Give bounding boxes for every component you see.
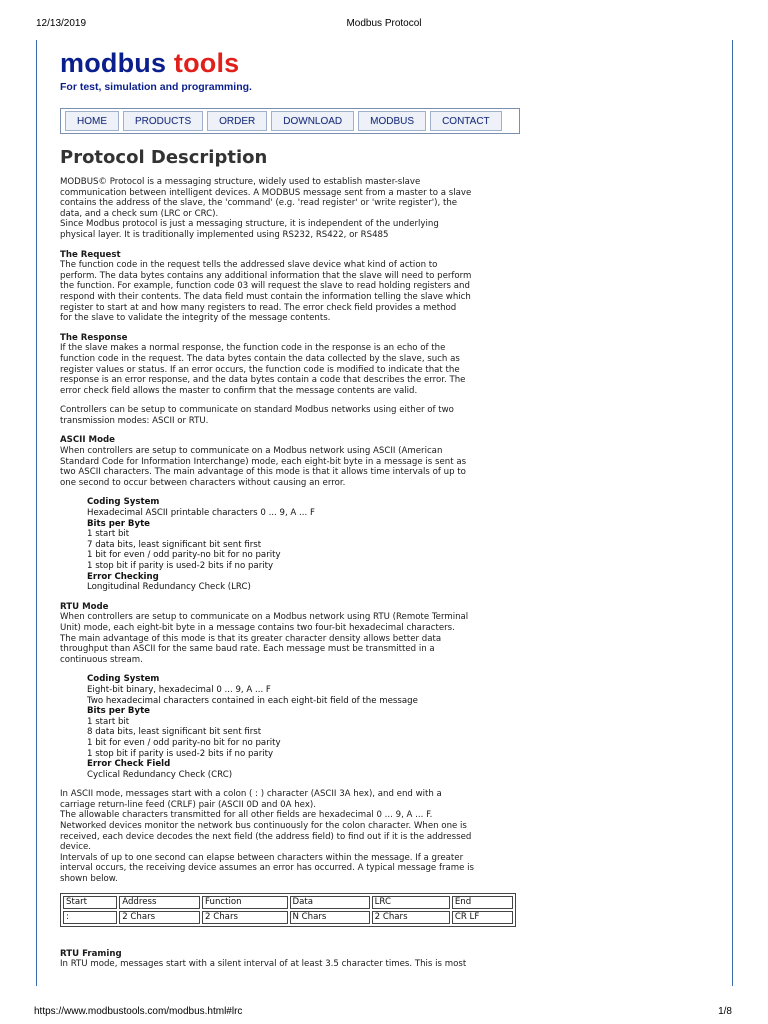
text-line: In ASCII mode, messages start with a colon ( : ) character (ASCII 3A hex), and end with a <box>60 789 442 800</box>
spec-line: 1 start bit <box>87 716 130 727</box>
text-line: received, each device decodes the next field (the address field) to find out if it is the addressed <box>60 831 472 842</box>
table-cell: Start <box>63 896 117 909</box>
text-line: The function code in the request tells the addressed slave device what kind of action to <box>60 260 438 271</box>
spec-heading: Coding System <box>87 497 160 508</box>
section-heading: RTU Mode <box>60 601 109 612</box>
text-line: respond with their contents. The data field must contain the information telling the slave which <box>60 291 471 302</box>
text-line: perform. The data bytes contains any additional information that the slave will need to perform <box>60 270 472 281</box>
text-line: In RTU mode, messages start with a silent interval of at least 3.5 character times. This is most <box>60 959 467 970</box>
spec-line: Hexadecimal ASCII printable characters 0 ... 9, A ... F <box>87 508 315 519</box>
table-cell: Data <box>290 896 370 909</box>
spec-line: 1 bit for even / odd parity-no bit for no parity <box>87 737 281 748</box>
text-line: continuous stream. <box>60 654 143 665</box>
text-line: throughput than ASCII for the same baud rate. Each message must be transmitted in a <box>60 644 435 655</box>
nav-modbus[interactable]: MODBUS <box>358 111 426 131</box>
text-line: When controllers are setup to communicate on a Modbus network using RTU (Remote Terminal <box>60 612 469 623</box>
text-line: If the slave makes a normal response, the function code in the response is an echo of the <box>60 343 446 354</box>
text-line: the function. For example, function code 03 will request the slave to read holding registers and <box>60 281 470 292</box>
ascii-spec-block <box>60 497 522 592</box>
text-line: two ASCII characters. The main advantage of this mode is that it allows time intervals of up to <box>60 467 466 478</box>
text-line: MODBUS© Protocol is a messaging structure, widely used to establish master-slave <box>60 177 421 187</box>
spec-line: Cyclical Redundancy Check (CRC) <box>87 769 233 780</box>
spec-heading: Error Check Field <box>87 759 171 770</box>
text-line: Controllers can be setup to communicate on standard Modbus networks using either of two <box>60 405 454 416</box>
text-line: Networked devices monitor the network bus continuously for the colon character. When one is <box>60 821 467 832</box>
text-line: Standard Code for Information Interchange) mode, each eight-bit byte in a message is sent as <box>60 456 467 467</box>
print-url: https://www.modbustools.com/modbus.html#lrc <box>34 1006 243 1017</box>
ascii-section <box>60 435 522 592</box>
print-title: Modbus Protocol <box>346 18 422 29</box>
spec-heading: Bits per Byte <box>87 518 151 529</box>
text-line: The allowable characters transmitted for all other fields are hexadecimal 0 ... 9, A ... F. <box>60 810 433 821</box>
table-cell: End <box>452 896 513 909</box>
text-line: When controllers are setup to communicate on a Modbus network using ASCII (American <box>60 446 443 457</box>
nav-download[interactable]: DOWNLOAD <box>271 111 354 131</box>
spec-line: 8 data bits, least significant bit sent first <box>87 727 262 738</box>
text-line: function code in the request. The data bytes contain the data collected by the slave, such as <box>60 353 460 364</box>
spec-heading: Bits per Byte <box>87 706 151 717</box>
intro-paragraph <box>60 177 522 241</box>
text-line: register values or status. If an error occurs, the function code is modified to indicate that the <box>60 364 460 375</box>
table-cell: LRC <box>372 896 450 909</box>
logo-text-modbus: modbus <box>60 48 167 78</box>
rtu-section <box>60 602 522 781</box>
table-cell: 2 Chars <box>119 911 200 924</box>
text-line: shown below. <box>60 874 118 885</box>
spec-heading: Coding System <box>87 674 160 685</box>
text-line: Since Modbus protocol is just a messaging structure, it is independent of the underlying <box>60 219 439 230</box>
section-heading: The Response <box>60 332 128 343</box>
text-line: physical layer. It is traditionally implemented using RS232, RS422, or RS485 <box>60 229 389 240</box>
controllers-paragraph <box>60 405 522 426</box>
text-line: error check field allows the master to confirm that the message contents are valid. <box>60 385 418 396</box>
nav-contact[interactable]: CONTACT <box>430 111 502 131</box>
nav-bar <box>60 108 520 134</box>
print-date: 12/13/2019 <box>36 18 87 29</box>
text-line: response is an error response, and the data bytes contain a code that describes the error. The <box>60 375 466 386</box>
table-cell: : <box>63 911 117 924</box>
site-logo[interactable] <box>60 46 522 80</box>
text-line: for the slave to validate the integrity of the message contents. <box>60 313 331 324</box>
text-line: data, and a check sum (LRC or CRC). <box>60 208 219 219</box>
text-line: transmission modes: ASCII or RTU. <box>60 415 209 426</box>
page-title: Protocol Description <box>60 147 268 168</box>
spec-line: Longitudinal Redundancy Check (LRC) <box>87 582 251 593</box>
section-heading: ASCII Mode <box>60 435 115 446</box>
text-line: carriage return-line feed (CRLF) pair (ASCII 0D and 0A hex). <box>60 799 316 810</box>
print-page-number: 1/8 <box>718 1006 732 1017</box>
rtu-framing-section <box>60 949 522 970</box>
main-content <box>60 46 522 970</box>
text-line: Intervals of up to one second can elapse between characters within the message. If a greater <box>60 852 464 863</box>
text-line: contains the address of the slave, the 'command' (e.g. 'read register' or 'write register'), the <box>60 198 458 209</box>
table-cell: 2 Chars <box>372 911 450 924</box>
text-line: interval occurs, the receiving device assumes an error has occurred. A typical message frame is <box>60 863 475 874</box>
table-cell: Function <box>202 896 287 909</box>
response-section <box>60 333 522 397</box>
text-line: one second to occur between characters without causing an error. <box>60 477 346 488</box>
tagline: For test, simulation and programming. <box>60 81 252 93</box>
spec-line: 7 data bits, least significant bit sent first <box>87 539 262 550</box>
print-header <box>0 0 768 40</box>
nav-order[interactable]: ORDER <box>207 111 267 131</box>
section-heading: The Request <box>60 249 121 260</box>
spec-line: Two hexadecimal characters contained in each eight-bit field of the message <box>87 695 418 706</box>
text-line: communication between intelligent devices. A MODBUS message sent from a master to a slave <box>60 187 472 198</box>
nav-products[interactable]: PRODUCTS <box>123 111 203 131</box>
text-line: Unit) mode, each eight-bit byte in a message contains two four-bit hexadecimal characters. <box>60 622 455 633</box>
rtu-spec-block <box>60 674 522 780</box>
logo-text-tools: tools <box>173 48 240 78</box>
nav-home[interactable]: HOME <box>65 111 119 131</box>
text-line: device. <box>60 842 91 853</box>
spec-line: 1 stop bit if parity is used-2 bits if no parity <box>87 561 274 571</box>
text-line: The main advantage of this mode is that its greater character density allows better data <box>60 633 442 644</box>
ascii-framing-paragraph <box>60 789 522 884</box>
table-header-row <box>63 896 513 909</box>
spec-line: 1 bit for even / odd parity-no bit for no parity <box>87 550 281 561</box>
message-frame-table <box>60 893 516 927</box>
spec-line: 1 start bit <box>87 529 130 540</box>
table-cell: 2 Chars <box>202 911 287 924</box>
text-line: register to start at and how many registers to read. The error check field provides a method <box>60 302 457 313</box>
table-cell: Address <box>119 896 200 909</box>
spec-heading: Error Checking <box>87 571 159 582</box>
spec-line: Eight-bit binary, hexadecimal 0 ... 9, A ... F <box>87 684 271 695</box>
request-section <box>60 250 522 324</box>
print-footer <box>0 1004 768 1024</box>
table-cell: CR LF <box>452 911 513 924</box>
table-row <box>63 911 513 924</box>
spec-line: 1 stop bit if parity is used-2 bits if no parity <box>87 748 274 759</box>
section-heading: RTU Framing <box>60 948 122 959</box>
table-cell: N Chars <box>290 911 370 924</box>
